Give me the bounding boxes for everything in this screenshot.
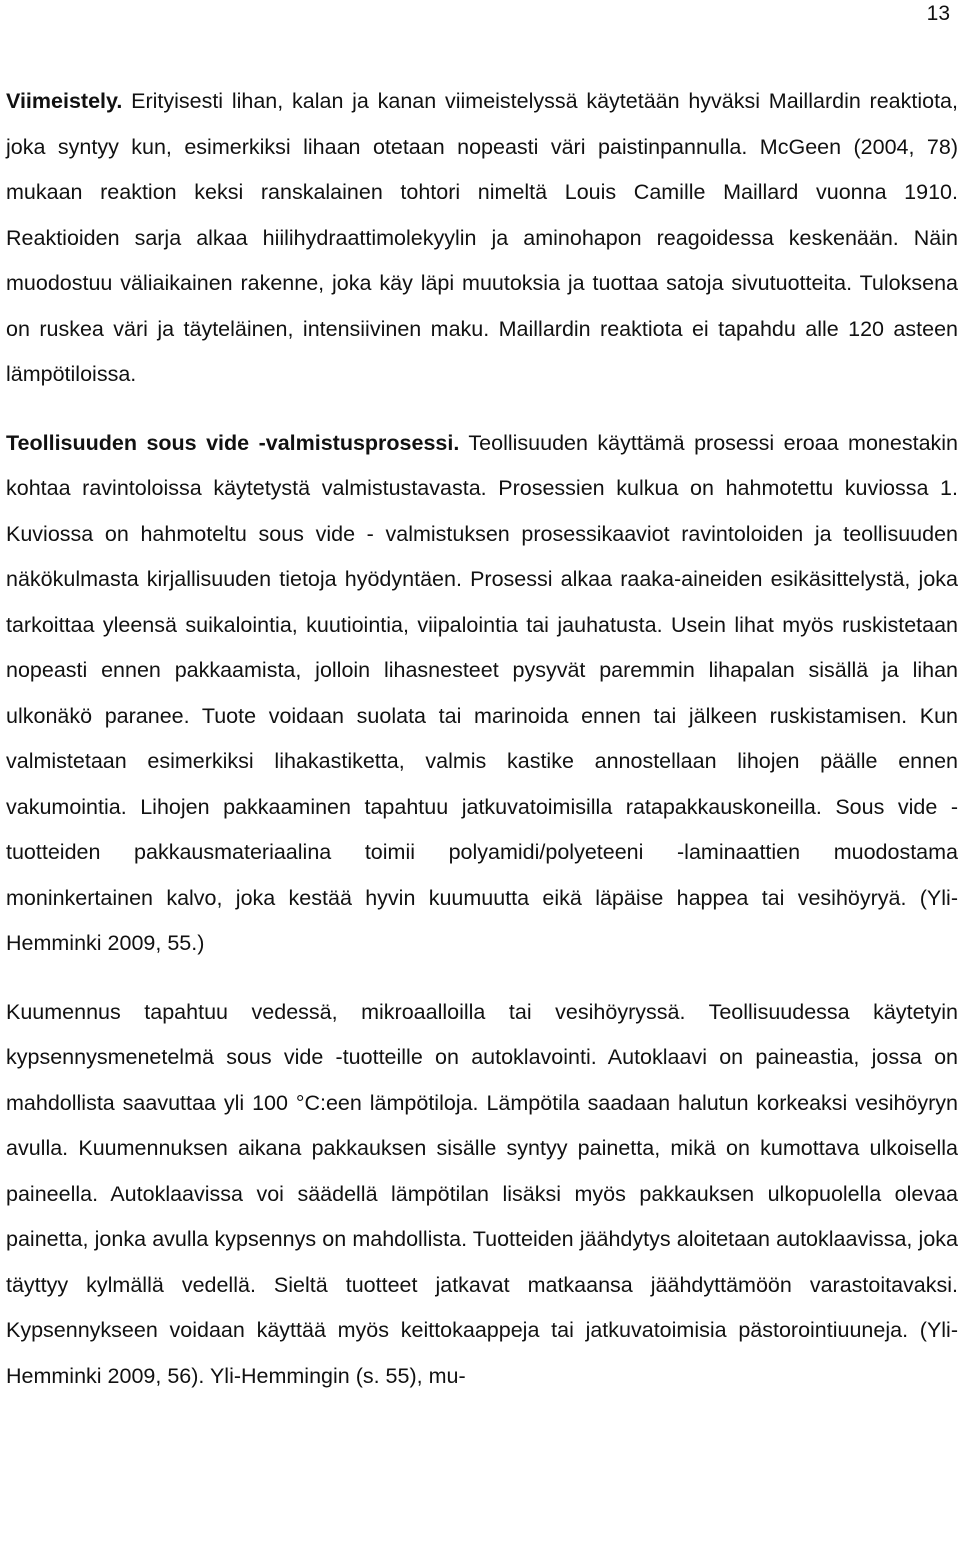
paragraph-viimeistely <box>6 79 958 398</box>
document-body <box>6 79 958 1399</box>
paragraph-text: Teollisuuden käyttämä prosessi eroaa monestakin kohtaa ravintoloissa käytetystä valmistustavasta. Prosessien kulkua on hahmotettu kuviossa 1. Kuviossa on hahmoteltu sous vide - valmistuksen prosessikaaviot ravintoloiden ja teollisuuden näkökulmasta kirjallisuuden tietoja hyödyntäen. Prosessi alkaa raaka-aineiden esikäsittelystä, joka tarkoittaa yleensä suikalointia, kuutiointia, viipalointia tai jauhatusta. Usein lihat myös ruskistetaan nopeasti ennen pakkaamista, jolloin lihasnesteet pysyvät paremmin lihapalan sisällä ja lihan ulkonäkö paranee. Tuote voidaan suolata tai marinoida ennen tai jälkeen ruskistamisen. Kun valmistetaan esimerkiksi lihakastiketta, valmis kastike annostellaan lihojen päälle ennen vakumointia. Lihojen pakkaaminen tapahtuu jatkuvatoimisilla ratapakkauskoneilla. Sous vide -tuotteiden pakkausmateriaalina toimii polyamidi/polyeteeni -laminaattien muodostama moninkertainen kalvo, joka kestää hyvin kuumuutta eikä läpäise happea tai vesihöyryä. (Yli-Hemminki 2009, 55.) <box>6 430 959 955</box>
paragraph-heading: Teollisuuden sous vide -valmistusprosessi. <box>6 430 460 455</box>
paragraph-text: Erityisesti lihan, kalan ja kanan viimeistelyssä käytetään hyväksi Maillardin reaktiota, joka syntyy kun, esimerkiksi lihaan otetaan nopeasti väri paistinpannulla. McGeen (2004, 78) mukaan reaktion keksi ranskalainen tohtori nimeltä Louis Camille Maillard vuonna 1910. Reaktioiden sarja alkaa hiilihydraattimolekyylin ja aminohapon reagoidessa keskenään. Näin muodostuu väliaikainen rakenne, joka käy läpi muutoksia ja tuottaa satoja sivutuotteita. Tuloksena on ruskea väri ja täyteläinen, intensiivinen maku. Maillardin reaktiota ei tapahdu alle 120 asteen lämpötiloissa. <box>6 89 958 386</box>
paragraph-kuumennus <box>6 990 958 1400</box>
paragraph-text: Kuumennus tapahtuu vedessä, mikroaalloilla tai vesihöyryssä. Teollisuudessa käytetyin kypsennysmenetelmä sous vide -tuotteille on autoklavointi. Autoklaavi on paineastia, jossa on mahdollista saavuttaa yli 100 °C:een lämpötiloja. Lämpötila saadaan halutun korkeaksi vesihöyryn avulla. Kuumennuksen aikana pakkauksen sisälle syntyy painetta, mikä on kumottava ulkoisella paineella. Autoklaavissa voi säädellä lämpötilan lisäksi myös pakkauksen ulkopuolella olevaa painetta, jonka avulla kypsennys on mahdollista. Tuotteiden jäähdytys aloitetaan autoklaavissa, joka täyttyy kylmällä vedellä. Sieltä tuotteet jatkavat matkaansa jäähdyttämöön varastoitavaksi. Kypsennykseen voidaan käyttää myös keittokaappeja tai jatkuvatoimisia pästorointiuuneja. (Yli-Hemminki 2009, 56). Yli-Hemmingin (s. 55), mu- <box>6 999 958 1388</box>
paragraph-teollisuuden-prosessi <box>6 421 958 967</box>
paragraph-heading: Viimeistely. <box>6 89 123 113</box>
page-number: 13 <box>926 2 950 25</box>
